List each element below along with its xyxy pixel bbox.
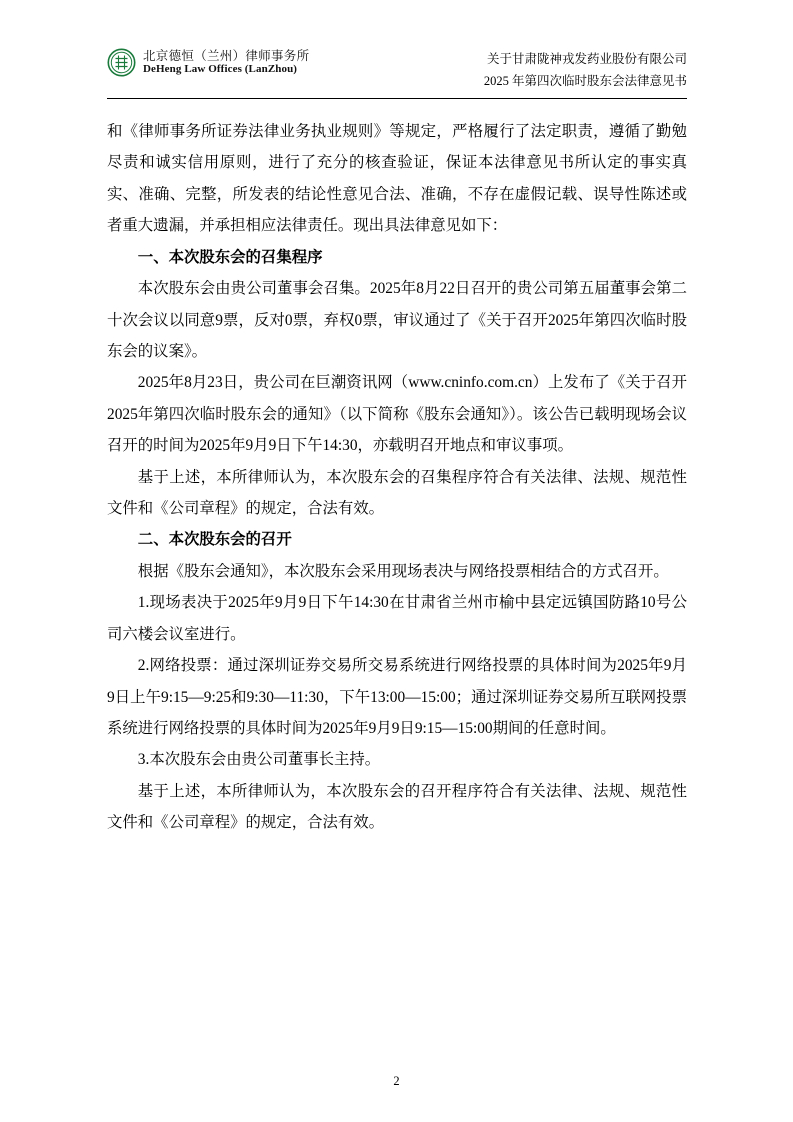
document-body xyxy=(107,116,687,839)
section-heading-1: 一、本次股东会的召集程序 xyxy=(137,248,323,266)
header-divider xyxy=(107,98,687,99)
document-title-line2: 2025 年第四次临时股东会法律意见书 xyxy=(483,73,687,88)
paragraph-2-3: 2.网络投票：通过深圳证券交易所交易系统进行网络投票的具体时间为2025年9月9日上午9:15—9:25和9:30—11:30，下午13:00—15:00；通过深圳证券交易所互联网投票系统进行网络投票的具体时间为2025年9月9日9:15—15:00期间的任意时间。 xyxy=(107,657,687,738)
firm-name-cn: 北京德恒（兰州）律师事务所 xyxy=(143,48,310,63)
paragraph-2-5: 基于上述，本所律师认为，本次股东会的召开程序符合有关法律、法规、规范性文件和《公司章程》的规定，合法有效。 xyxy=(107,782,687,832)
firm-name-block xyxy=(143,49,309,77)
paragraph-intro: 和《律师事务所证券法律业务执业规则》等规定，严格履行了法定职责，遵循了勤勉尽责和诚实信用原则，进行了充分的核查验证，保证本法律意见书所认定的事实真实、准确、完整，所发表的结论性意见合法、准确，不存在虚假记载、误导性陈述或者重大遗漏，并承担相应法律责任。现出具法律意见如下： xyxy=(107,123,687,235)
paragraph-1-3: 基于上述，本所律师认为，本次股东会的召集程序符合有关法律、法规、规范性文件和《公司章程》的规定，合法有效。 xyxy=(107,468,687,518)
firm-branding xyxy=(107,44,309,77)
page-content xyxy=(107,44,687,839)
document-title-block xyxy=(484,44,687,92)
page-number: 2 xyxy=(393,1074,400,1088)
section-heading-2: 二、本次股东会的召开 xyxy=(137,531,292,549)
paragraph-2-2: 1.现场表决于2025年9月9日下午14:30在甘肃省兰州市榆中县定远镇国防路10号公司六楼会议室进行。 xyxy=(107,594,687,643)
paragraph-2-1: 根据《股东会通知》，本次股东会采用现场表决与网络投票相结合的方式召开。 xyxy=(137,562,669,580)
deheng-law-logo-icon xyxy=(107,48,136,77)
page-header xyxy=(107,44,687,96)
firm-name-en: DeHeng Law Offices (LanZhou) xyxy=(143,63,298,76)
paragraph-1-2: 2025年8月23日，贵公司在巨潮资讯网（www.cninfo.com.cn）上发布了《关于召开2025年第四次临时股东会的通知》（以下简称《股东会通知》）。该公告已载明现场会议召开的时间为2025年9月9日下午14:30，亦载明召开地点和审议事项。 xyxy=(107,374,687,455)
document-title-line1: 关于甘肃陇神戎发药业股份有限公司 xyxy=(486,52,687,66)
paragraph-1-1: 本次股东会由贵公司董事会召集。2025年8月22日召开的贵公司第五届董事会第二十次会议以同意9票，反对0票，弃权0票，审议通过了《关于召开2025年第四次临时股东会的议案》。 xyxy=(107,280,687,360)
paragraph-2-4: 3.本次股东会由贵公司董事长主持。 xyxy=(137,751,381,769)
